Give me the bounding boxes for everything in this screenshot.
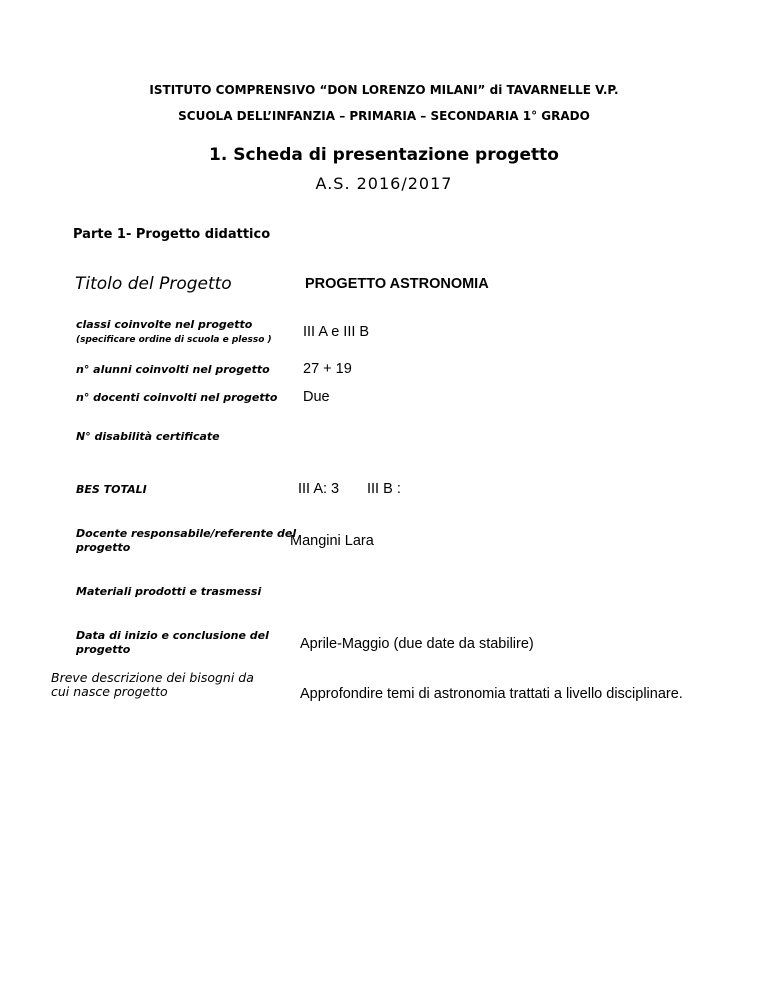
classi-label: classi coinvolte nel progetto	[76, 318, 253, 331]
responsabile-label-line1: Docente responsabile/referente del	[76, 527, 297, 540]
section-title: Parte 1- Progetto didattico	[73, 227, 271, 242]
classi-value: III A e III B	[303, 324, 370, 340]
alunni-label: n° alunni coinvolti nel progetto	[76, 363, 270, 376]
date-label-line2: progetto	[76, 643, 131, 656]
docenti-value: Due	[303, 389, 330, 405]
responsabile-value: Mangini Lara	[290, 533, 374, 549]
responsabile-label-line2: progetto	[76, 541, 131, 554]
docenti-label: n° docenti coinvolti nel progetto	[76, 391, 278, 404]
date-label-line1: Data di inizio e conclusione del	[76, 629, 269, 642]
school-levels: SCUOLA DELL’INFANZIA – PRIMARIA – SECONDARIA 1° GRADO	[178, 109, 590, 123]
bes-label: BES TOTALI	[76, 483, 147, 496]
bisogni-value: Approfondire temi di astronomia trattati a livello disciplinare.	[300, 686, 683, 702]
school-year: A.S. 2016/2017	[315, 174, 453, 193]
titolo-label: Titolo del Progetto	[75, 274, 232, 294]
date-value: Aprile-Maggio (due date da stabilire)	[300, 636, 534, 652]
titolo-value: PROGETTO ASTRONOMIA	[305, 276, 489, 292]
bisogni-label-line2: cui nasce progetto	[51, 684, 168, 699]
bisogni-label-line1: Breve descrizione dei bisogni da	[51, 670, 254, 685]
bes-value-a: III A: 3	[298, 481, 340, 497]
disabilita-label: N° disabilità certificate	[76, 430, 220, 443]
alunni-value: 27 + 19	[303, 361, 352, 377]
school-name: ISTITUTO COMPRENSIVO “DON LORENZO MILANI” di TAVARNELLE V.P.	[149, 83, 619, 97]
classi-sublabel: (specificare ordine di scuola e plesso )	[76, 335, 272, 345]
materiali-label: Materiali prodotti e trasmessi	[76, 585, 262, 598]
document-title: 1. Scheda di presentazione progetto	[209, 145, 559, 165]
bes-value-b: III B :	[367, 481, 401, 497]
